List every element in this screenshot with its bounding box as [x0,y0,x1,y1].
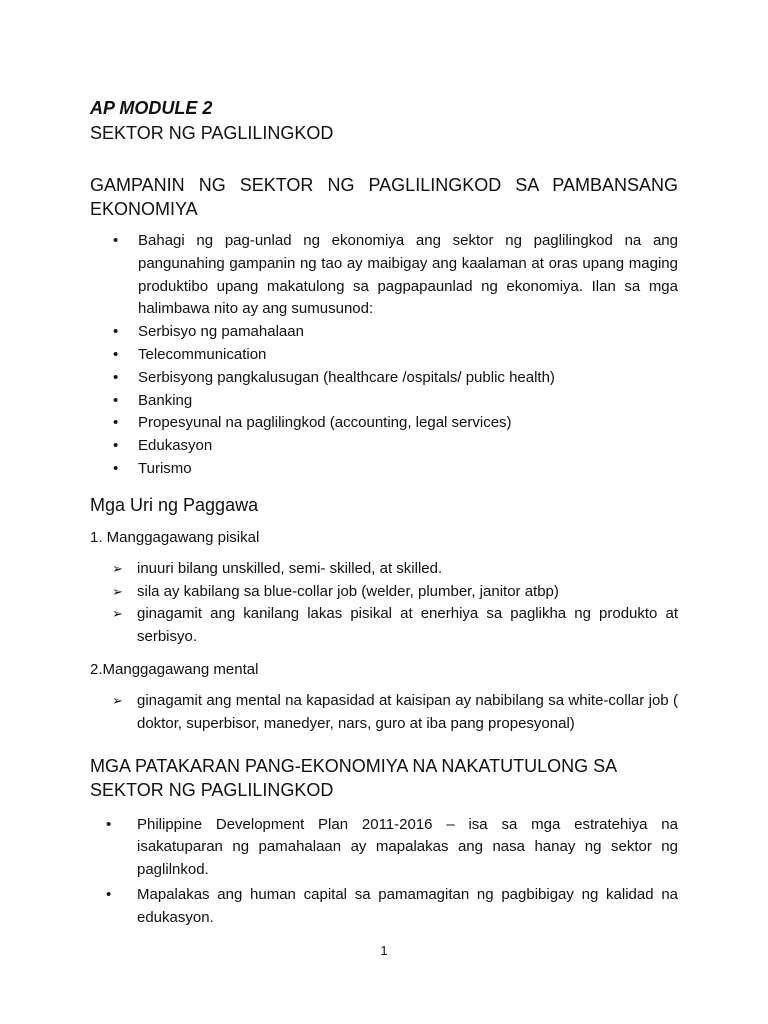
page-number: 1 [380,943,388,958]
bullet-icon: • [113,232,119,249]
list-item: • Telecommunication [90,344,678,367]
document-body [90,96,678,932]
arrow-list-pisikal [90,558,678,649]
list-item: • Banking [90,390,678,413]
bullet-icon: • [113,368,119,386]
section-heading-patakaran: MGA PATAKARAN PANG-EKONOMIYA NA NAKATUTULONG SA SEKTOR NG PAGLILINGKOD [90,755,617,800]
bullet-icon: • [113,391,119,409]
list-item: • Turismo [90,458,678,481]
arrow-bullet-icon: ➢ [112,583,123,599]
module-title: AP MODULE 2 [90,98,213,118]
section-heading-uri-ng-paggawa: Mga Uri ng Paggawa [90,494,259,515]
arrow-list-mental [90,690,678,736]
list-item: ➢ ginagamit ang kanilang lakas pisikal at enerhiya sa paglikha ng produkto at serbisyo. [112,605,678,646]
section-heading-gampanin: GAMPANIN NG SEKTOR NG PAGLILINGKOD SA PAMBANSANG EKONOMIYA [90,175,678,219]
bullet-icon: • [113,345,119,363]
list-item: • Edukasyon [90,435,678,458]
list-item: • Mapalakas ang human capital sa pamamagitan ng pagbibigay ng kalidad na edukasyon. [106,885,678,926]
list-item: • Bahagi ng pag-unlad ng ekonomiya ang sektor ng paglilingkod na ang pangunahing gampanin ng tao ay maibigay ang kaalaman at oras upang maging produktibo upang makatulong sa pagpapaunlad ng ekonomiya. Ilan sa mga halimbawa nito ay ang sumusunod: [113,232,678,318]
bullet-icon: • [113,414,119,432]
list-item: ➢ ginagamit ang mental na kapasidad at kaisipan ay nabibilang sa white-collar job ( doktor, superbisor, manedyer, nars, guro at iba pang propesyonal) [112,691,678,732]
bullet-icon: • [113,323,119,341]
bullet-icon: • [106,885,112,903]
group-label-pisikal: 1. Manggagawang pisikal [90,528,260,546]
list-item: • Propesyunal na paglilingkod (accounting, legal services) [90,412,678,435]
arrow-bullet-icon: ➢ [112,606,123,622]
arrow-bullet-icon: ➢ [112,560,123,576]
list-item: • Philippine Development Plan 2011-2016 – isa sa mga estratehiya na isakatuparan ng pamahalaan ay mapalakas ang nasa hanay ng sektor ng paglilnkod. [106,815,678,879]
list-item: • Serbisyo ng pamahalaan [90,321,678,344]
bullet-icon: • [106,815,112,833]
bullet-icon: • [113,459,119,477]
list-item: ➢ inuuri bilang unskilled, semi- skilled, at skilled. [90,558,678,581]
list-item: ➢ sila ay kabilang sa blue-collar job (welder, plumber, janitor atbp) [90,581,678,604]
bullet-icon: • [113,437,119,455]
bullet-list-gampanin [90,230,678,481]
bullet-list-patakaran [90,814,678,930]
group-label-mental: 2.Manggagawang mental [90,660,259,678]
list-item: • Serbisyong pangkalusugan (healthcare /ospitals/ public health) [90,367,678,390]
module-subtitle: SEKTOR NG PAGLILINGKOD [90,123,334,143]
arrow-bullet-icon: ➢ [112,692,123,708]
